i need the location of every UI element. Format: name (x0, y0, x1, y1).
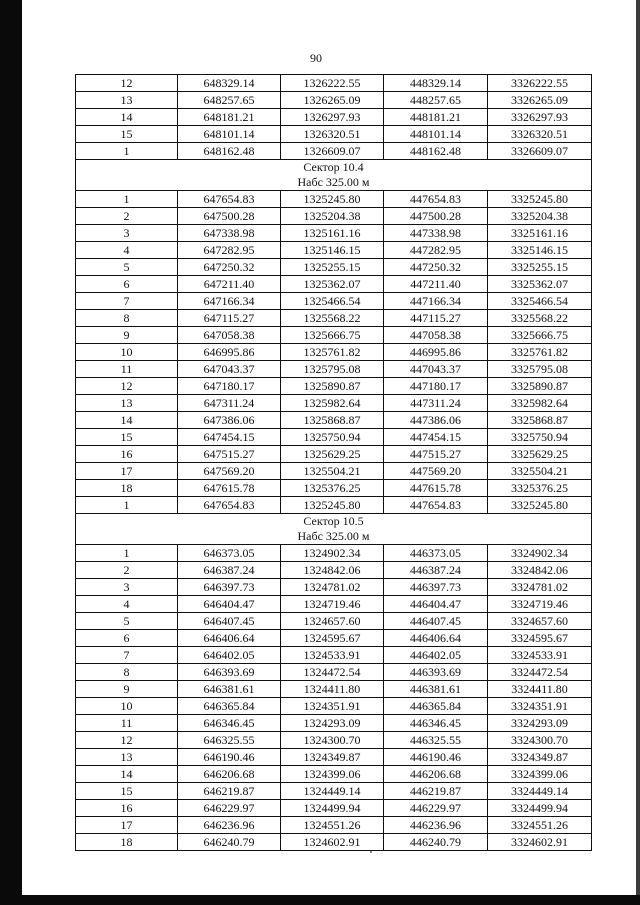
table-row (76, 698, 592, 715)
table-row (76, 242, 592, 259)
table-cell: 3324842.06 (488, 562, 592, 579)
table-cell: 3325761.82 (488, 344, 592, 361)
sector-title: Сектор 10.4 (303, 160, 364, 174)
sector-header-row (76, 514, 592, 545)
table-cell: 446373.05 (384, 545, 488, 562)
table-cell: 1324300.70 (281, 732, 384, 749)
table-cell: 3324499.94 (488, 800, 592, 817)
table-cell: 1324902.34 (281, 545, 384, 562)
table-cell: 446206.68 (384, 766, 488, 783)
table-cell: 4 (76, 242, 178, 259)
table-cell: 646190.46 (178, 749, 281, 766)
table-cell: 647654.83 (178, 191, 281, 208)
table-cell: 646240.79 (178, 834, 281, 851)
table-row (76, 834, 592, 851)
table-cell: 447115.27 (384, 310, 488, 327)
sector-header (76, 160, 592, 191)
table-cell: 1325868.87 (281, 412, 384, 429)
table-cell: 646219.87 (178, 783, 281, 800)
table-cell: 1324411.80 (281, 681, 384, 698)
table-cell: 1325761.82 (281, 344, 384, 361)
table-cell: 3325255.15 (488, 259, 592, 276)
table-cell: 1325376.25 (281, 480, 384, 497)
table-cell: 448101.14 (384, 126, 488, 143)
table-cell: 446393.69 (384, 664, 488, 681)
table-cell: 16 (76, 446, 178, 463)
table-cell: 13 (76, 92, 178, 109)
table-cell: 447311.24 (384, 395, 488, 412)
table-cell: 3325750.94 (488, 429, 592, 446)
table-cell: 3324411.80 (488, 681, 592, 698)
table-cell: 1325504.21 (281, 463, 384, 480)
table-cell: 447211.40 (384, 276, 488, 293)
table-cell: 3324300.70 (488, 732, 592, 749)
table-cell: 12 (76, 732, 178, 749)
table-cell: 1324551.26 (281, 817, 384, 834)
table-cell: 446190.46 (384, 749, 488, 766)
sector-height: Набс 325.00 м (297, 175, 370, 189)
table-cell: 647043.37 (178, 361, 281, 378)
coordinates-table-body (76, 75, 592, 851)
table-row (76, 480, 592, 497)
table-cell: 647500.28 (178, 208, 281, 225)
table-row (76, 259, 592, 276)
table-row (76, 446, 592, 463)
table-cell: 1325245.80 (281, 497, 384, 514)
table-cell: 447515.27 (384, 446, 488, 463)
table-cell: 647311.24 (178, 395, 281, 412)
sector-height: Набс 325.00 м (297, 529, 370, 543)
table-cell: 3324602.91 (488, 834, 592, 851)
table-cell: 10 (76, 344, 178, 361)
table-cell: 446995.86 (384, 344, 488, 361)
table-cell: 446397.73 (384, 579, 488, 596)
scan-right-border (636, 0, 640, 905)
table-cell: 10 (76, 698, 178, 715)
table-row (76, 310, 592, 327)
table-cell: 648257.65 (178, 92, 281, 109)
table-cell: 1325255.15 (281, 259, 384, 276)
table-cell: 1324602.91 (281, 834, 384, 851)
table-cell: 646236.96 (178, 817, 281, 834)
scan-left-border (0, 0, 22, 905)
table-cell: 647180.17 (178, 378, 281, 395)
table-cell: 1326265.09 (281, 92, 384, 109)
table-cell: 647654.83 (178, 497, 281, 514)
table-cell: 2 (76, 562, 178, 579)
table-cell: 3324449.14 (488, 783, 592, 800)
table-cell: 3324533.91 (488, 647, 592, 664)
table-cell: 3325466.54 (488, 293, 592, 310)
table-row (76, 109, 592, 126)
table-cell: 3326320.51 (488, 126, 592, 143)
table-row (76, 817, 592, 834)
table-row (76, 225, 592, 242)
table-cell: 448181.21 (384, 109, 488, 126)
table-cell: 3324293.09 (488, 715, 592, 732)
table-cell: 1324657.60 (281, 613, 384, 630)
table-row (76, 293, 592, 310)
table-cell: 1325204.38 (281, 208, 384, 225)
table-cell: 1325795.08 (281, 361, 384, 378)
table-cell: 3325204.38 (488, 208, 592, 225)
table-cell: 446387.24 (384, 562, 488, 579)
table-cell: 1325146.15 (281, 242, 384, 259)
table-row (76, 208, 592, 225)
table-cell: 4 (76, 596, 178, 613)
table-cell: 3 (76, 579, 178, 596)
table-cell: 646346.45 (178, 715, 281, 732)
table-cell: 446229.97 (384, 800, 488, 817)
table-cell: 647569.20 (178, 463, 281, 480)
table-cell: 447569.20 (384, 463, 488, 480)
table-row (76, 344, 592, 361)
table-cell: 446219.87 (384, 783, 488, 800)
table-cell: 446402.05 (384, 647, 488, 664)
table-cell: 1325629.25 (281, 446, 384, 463)
table-cell: 3324719.46 (488, 596, 592, 613)
table-cell: 1324842.06 (281, 562, 384, 579)
table-cell: 2 (76, 208, 178, 225)
table-cell: 3324657.60 (488, 613, 592, 630)
table-cell: 446404.47 (384, 596, 488, 613)
table-cell: 448257.65 (384, 92, 488, 109)
table-cell: 1324449.14 (281, 783, 384, 800)
table-row (76, 562, 592, 579)
table-cell: 15 (76, 783, 178, 800)
table-cell: 3324781.02 (488, 579, 592, 596)
table-row (76, 596, 592, 613)
table-cell: 3326222.55 (488, 75, 592, 92)
table-cell: 5 (76, 259, 178, 276)
table-cell: 647250.32 (178, 259, 281, 276)
table-cell: 3326609.07 (488, 143, 592, 160)
table-cell: 647115.27 (178, 310, 281, 327)
table-cell: 1326609.07 (281, 143, 384, 160)
table-cell: 3324399.06 (488, 766, 592, 783)
table-cell: 17 (76, 817, 178, 834)
table-cell: 448162.48 (384, 143, 488, 160)
table-cell: 12 (76, 75, 178, 92)
table-cell: 3325666.75 (488, 327, 592, 344)
table-cell: 1325568.22 (281, 310, 384, 327)
table-row (76, 361, 592, 378)
table-cell: 5 (76, 613, 178, 630)
table-row (76, 579, 592, 596)
table-cell: 6 (76, 630, 178, 647)
table-cell: 13 (76, 395, 178, 412)
table-cell: 16 (76, 800, 178, 817)
table-cell: 3325795.08 (488, 361, 592, 378)
table-row (76, 613, 592, 630)
table-cell: 11 (76, 715, 178, 732)
table-row (76, 630, 592, 647)
table-row (76, 378, 592, 395)
table-cell: 446381.61 (384, 681, 488, 698)
table-cell: 646393.69 (178, 664, 281, 681)
table-cell: 12 (76, 378, 178, 395)
table-row (76, 681, 592, 698)
table-cell: 447615.78 (384, 480, 488, 497)
table-row (76, 647, 592, 664)
table-cell: 646381.61 (178, 681, 281, 698)
table-row (76, 800, 592, 817)
table-row (76, 783, 592, 800)
table-cell: 1325982.64 (281, 395, 384, 412)
table-cell: 448329.14 (384, 75, 488, 92)
table-cell: 646407.45 (178, 613, 281, 630)
table-cell: 447043.37 (384, 361, 488, 378)
table-cell: 1324781.02 (281, 579, 384, 596)
page-number: 90 (310, 51, 322, 65)
table-row (76, 766, 592, 783)
table-row (76, 545, 592, 562)
table-cell: 18 (76, 834, 178, 851)
table-cell: 446240.79 (384, 834, 488, 851)
table-cell: 647515.27 (178, 446, 281, 463)
table-cell: 1324533.91 (281, 647, 384, 664)
table-cell: 647338.98 (178, 225, 281, 242)
table-cell: 1 (76, 143, 178, 160)
table-cell: 9 (76, 327, 178, 344)
table-cell: 647211.40 (178, 276, 281, 293)
table-row (76, 276, 592, 293)
sector-header (76, 514, 592, 545)
table-cell: 1326320.51 (281, 126, 384, 143)
table-cell: 646229.97 (178, 800, 281, 817)
table-row (76, 497, 592, 514)
table-row (76, 715, 592, 732)
table-cell: 646402.05 (178, 647, 281, 664)
sector-title: Сектор 10.5 (303, 514, 364, 528)
table-cell: 646365.84 (178, 698, 281, 715)
table-cell: 646406.64 (178, 630, 281, 647)
table-cell: 3325161.16 (488, 225, 592, 242)
table-cell: 13 (76, 749, 178, 766)
table-cell: 1325362.07 (281, 276, 384, 293)
table-cell: 15 (76, 126, 178, 143)
table-cell: 1325666.75 (281, 327, 384, 344)
table-cell: 3325868.87 (488, 412, 592, 429)
table-cell: 647058.38 (178, 327, 281, 344)
table-cell: 446406.64 (384, 630, 488, 647)
table-cell: 447500.28 (384, 208, 488, 225)
table-cell: 3 (76, 225, 178, 242)
scan-bottom-border (0, 895, 640, 905)
table-row (76, 664, 592, 681)
table-cell: 1324472.54 (281, 664, 384, 681)
table-cell: 447654.83 (384, 497, 488, 514)
table-cell: 1324595.67 (281, 630, 384, 647)
table-cell: 14 (76, 766, 178, 783)
table-row (76, 429, 592, 446)
table-cell: 3324902.34 (488, 545, 592, 562)
coordinates-table (75, 74, 592, 851)
table-cell: 447166.34 (384, 293, 488, 310)
table-cell: 3324349.87 (488, 749, 592, 766)
table-cell: 1325750.94 (281, 429, 384, 446)
table-cell: 3325504.21 (488, 463, 592, 480)
table-cell: 7 (76, 293, 178, 310)
table-cell: 447250.32 (384, 259, 488, 276)
table-cell: 3325245.80 (488, 191, 592, 208)
table-cell: 1 (76, 497, 178, 514)
table-row (76, 732, 592, 749)
table-cell: 3326297.93 (488, 109, 592, 126)
table-cell: 18 (76, 480, 178, 497)
table-cell: 3324351.91 (488, 698, 592, 715)
table-cell: 647166.34 (178, 293, 281, 310)
table-cell: 14 (76, 412, 178, 429)
table-cell: 446365.84 (384, 698, 488, 715)
table-cell: 1 (76, 545, 178, 562)
table-cell: 15 (76, 429, 178, 446)
table-cell: 8 (76, 664, 178, 681)
table-row (76, 749, 592, 766)
table-cell: 446325.55 (384, 732, 488, 749)
table-cell: 6 (76, 276, 178, 293)
table-cell: 3325376.25 (488, 480, 592, 497)
table-cell: 1325161.16 (281, 225, 384, 242)
table-cell: 447654.83 (384, 191, 488, 208)
table-cell: 646404.47 (178, 596, 281, 613)
sector-header-row (76, 160, 592, 191)
table-cell: 447338.98 (384, 225, 488, 242)
table-cell: 3324472.54 (488, 664, 592, 681)
table-cell: 1324349.87 (281, 749, 384, 766)
table-cell: 446407.45 (384, 613, 488, 630)
table-cell: 11 (76, 361, 178, 378)
table-row (76, 126, 592, 143)
table-cell: 3325245.80 (488, 497, 592, 514)
table-cell: 446346.45 (384, 715, 488, 732)
table-cell: 447386.06 (384, 412, 488, 429)
table-cell: 3325362.07 (488, 276, 592, 293)
table-cell: 7 (76, 647, 178, 664)
table-cell: 1324399.06 (281, 766, 384, 783)
table-row (76, 395, 592, 412)
table-row (76, 412, 592, 429)
table-cell: 647454.15 (178, 429, 281, 446)
table-cell: 3324595.67 (488, 630, 592, 647)
table-cell: 3325629.25 (488, 446, 592, 463)
table-cell: 3325146.15 (488, 242, 592, 259)
table-cell: 647282.95 (178, 242, 281, 259)
table-cell: 1325245.80 (281, 191, 384, 208)
table-cell: 3325890.87 (488, 378, 592, 395)
table-cell: 9 (76, 681, 178, 698)
table-cell: 646995.86 (178, 344, 281, 361)
table-cell: 447454.15 (384, 429, 488, 446)
table-cell: 1 (76, 191, 178, 208)
table-cell: 1325466.54 (281, 293, 384, 310)
table-cell: 646325.55 (178, 732, 281, 749)
table-cell: 447180.17 (384, 378, 488, 395)
table-row (76, 463, 592, 480)
table-row (76, 92, 592, 109)
table-cell: 648162.48 (178, 143, 281, 160)
table-cell: 8 (76, 310, 178, 327)
table-row (76, 327, 592, 344)
table-cell: 3324551.26 (488, 817, 592, 834)
table-cell: 17 (76, 463, 178, 480)
table-cell: 646397.73 (178, 579, 281, 596)
table-cell: 447058.38 (384, 327, 488, 344)
table-cell: 1326222.55 (281, 75, 384, 92)
table-cell: 3325568.22 (488, 310, 592, 327)
table-row (76, 75, 592, 92)
table-row (76, 191, 592, 208)
table-cell: 1324351.91 (281, 698, 384, 715)
table-cell: 1325890.87 (281, 378, 384, 395)
table-cell: 648101.14 (178, 126, 281, 143)
table-cell: 646206.68 (178, 766, 281, 783)
table-cell: 1324719.46 (281, 596, 384, 613)
table-cell: 14 (76, 109, 178, 126)
table-cell: 648329.14 (178, 75, 281, 92)
table-cell: 648181.21 (178, 109, 281, 126)
table-cell: 3326265.09 (488, 92, 592, 109)
table-cell: 647615.78 (178, 480, 281, 497)
table-cell: 647386.06 (178, 412, 281, 429)
table-cell: 3325982.64 (488, 395, 592, 412)
table-cell: 646373.05 (178, 545, 281, 562)
table-cell: 646387.24 (178, 562, 281, 579)
table-row (76, 143, 592, 160)
table-cell: 1324499.94 (281, 800, 384, 817)
table-cell: 1324293.09 (281, 715, 384, 732)
table-cell: 447282.95 (384, 242, 488, 259)
scan-speck (370, 851, 372, 853)
table-cell: 446236.96 (384, 817, 488, 834)
table-cell: 1326297.93 (281, 109, 384, 126)
